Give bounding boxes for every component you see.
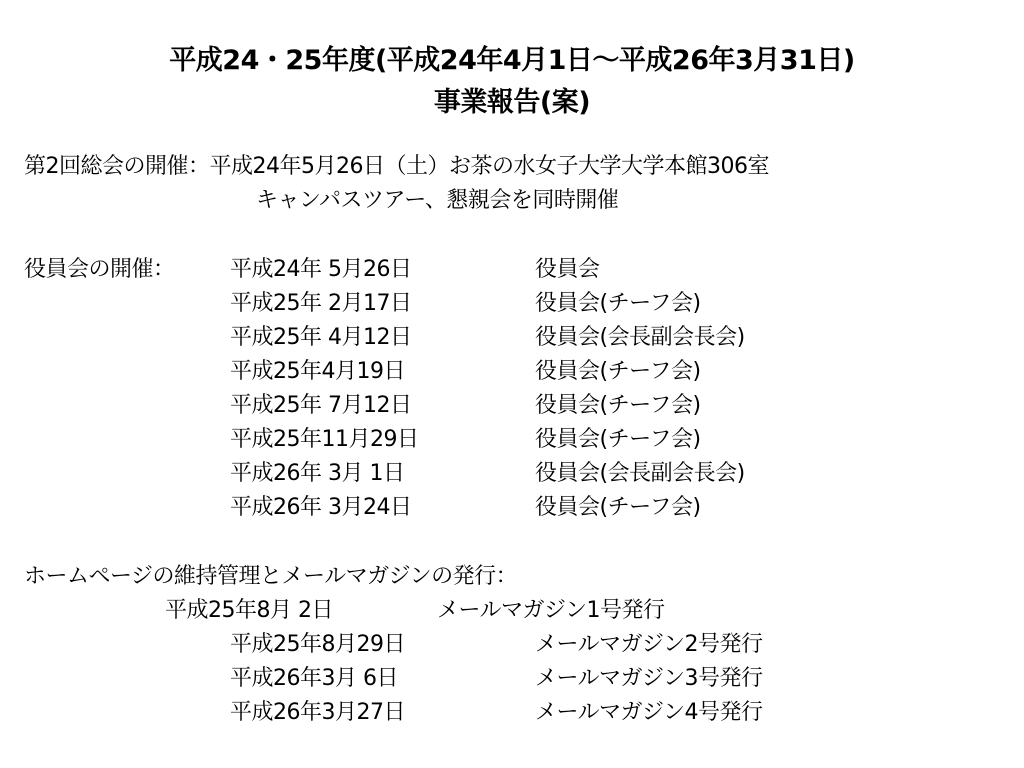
homepage-label: ホームページの維持管理とメールマガジンの発行： <box>24 564 518 589</box>
magazine-date: 平成26年3月 6日 <box>230 666 398 691</box>
magazine-event: メールマガジン1号発行 <box>437 598 665 623</box>
board-meeting-event: 役員会(チーフ会) <box>535 291 701 316</box>
board-meeting-date: 平成24年 5月26日 <box>230 257 412 282</box>
board-meeting-date: 平成26年 3月24日 <box>230 495 412 520</box>
board-meeting-event: 役員会(会長副会長会) <box>535 461 745 486</box>
board-meetings-label: 役員会の開催： <box>24 257 175 282</box>
board-meeting-event: 役員会(チーフ会) <box>535 427 701 452</box>
board-meeting-date: 平成25年 7月12日 <box>230 393 412 418</box>
board-meeting-date: 平成25年 4月12日 <box>230 325 412 350</box>
board-meeting-event: 役員会(会長副会長会) <box>535 325 745 350</box>
magazine-event: メールマガジン4号発行 <box>535 700 763 725</box>
board-meeting-date: 平成25年4月19日 <box>230 359 405 384</box>
general-meeting-note: キャンパスツアー、懇親会を同時開催 <box>256 188 619 213</box>
board-meeting-date: 平成25年 2月17日 <box>230 291 412 316</box>
board-meeting-event: 役員会(チーフ会) <box>535 495 701 520</box>
magazine-event: メールマガジン3号発行 <box>535 666 763 691</box>
magazine-date: 平成26年3月27日 <box>230 700 405 725</box>
magazine-event: メールマガジン2号発行 <box>535 632 763 657</box>
magazine-date: 平成25年8月 2日 <box>165 598 333 623</box>
board-meeting-date: 平成26年 3月 1日 <box>230 461 405 486</box>
board-meeting-date: 平成25年11月29日 <box>230 427 419 452</box>
board-meeting-event: 役員会 <box>535 257 600 282</box>
general-meeting-line: 第2回総会の開催：平成24年5月26日（土）お茶の水女子大学大学本館306室 <box>24 154 769 179</box>
slide-subtitle: 事業報告(案) <box>433 87 591 118</box>
board-meeting-event: 役員会(チーフ会) <box>535 359 701 384</box>
slide-title: 平成24・25年度(平成24年4月1日～平成26年3月31日) <box>169 45 855 76</box>
board-meeting-event: 役員会(チーフ会) <box>535 393 701 418</box>
magazine-date: 平成25年8月29日 <box>230 632 405 657</box>
